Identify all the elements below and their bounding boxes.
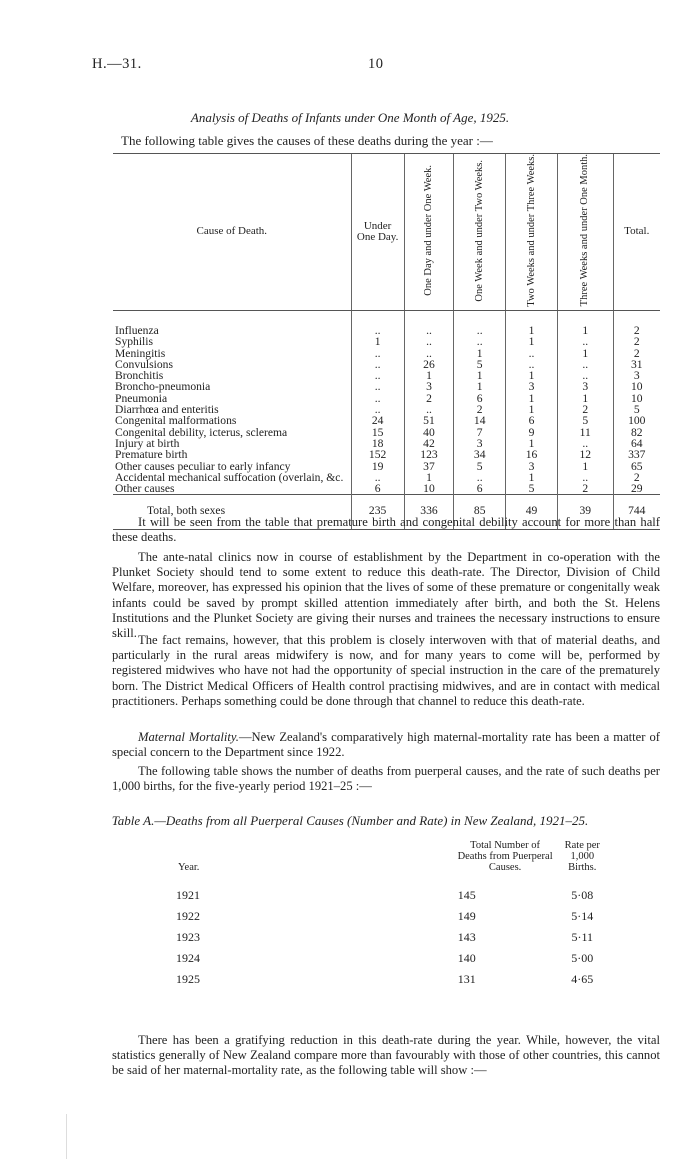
puerperal-deaths-table bbox=[170, 839, 610, 990]
value-cell: 10 bbox=[613, 381, 660, 392]
value-cell: 1 bbox=[351, 336, 404, 347]
cause-cell: Convulsions bbox=[115, 357, 173, 371]
value-cell: 6 bbox=[454, 483, 506, 495]
value-cell: .. bbox=[351, 381, 404, 392]
rate-cell: 4·65 bbox=[571, 972, 594, 986]
value-cell: .. bbox=[454, 336, 506, 347]
table-header-row bbox=[113, 154, 660, 311]
value-cell: 10 bbox=[613, 393, 660, 404]
value-cell: 3 bbox=[613, 370, 660, 381]
margin-rule bbox=[66, 1114, 67, 1159]
value-cell: 10 bbox=[404, 483, 454, 495]
value-cell: .. bbox=[557, 336, 613, 347]
value-cell: 14 bbox=[454, 415, 506, 426]
value-cell: 100 bbox=[613, 415, 660, 426]
value-cell: 29 bbox=[613, 483, 660, 495]
value-cell: 34 bbox=[454, 449, 506, 460]
table-row bbox=[113, 348, 660, 359]
table-row bbox=[170, 969, 610, 990]
value-cell: 1 bbox=[557, 348, 613, 359]
cause-cell: Bronchitis bbox=[115, 369, 164, 383]
value-cell: .. bbox=[454, 311, 506, 337]
value-cell: 6 bbox=[351, 483, 404, 495]
value-cell: 2 bbox=[613, 472, 660, 483]
cause-cell: Other causes bbox=[115, 482, 175, 496]
value-cell: 6 bbox=[454, 393, 506, 404]
value-cell: 5 bbox=[613, 404, 660, 415]
paragraph: The following table shows the number of deaths from puerperal causes, and the rate of such deaths per 1,000 births, for the five-yearly period 1921–25 :— bbox=[112, 764, 660, 794]
table2-body bbox=[170, 885, 610, 990]
table2-title: Table A.—Deaths from all Puerperal Causes (Number and Rate) in New Zealand, 1921–25. bbox=[111, 813, 589, 828]
value-cell: 18 bbox=[351, 438, 404, 449]
table-row bbox=[170, 906, 610, 927]
value-cell: 2 bbox=[613, 311, 660, 337]
cause-cell: Premature birth bbox=[115, 448, 188, 462]
table-row bbox=[113, 483, 660, 495]
paragraph: The fact remains, however, that this problem is closely interwoven with that of material deaths, and particularly in the rural areas midwifery is now, and for many years to come will be, performed by registered midwives who have not had the opportunity of special instruction in the care of the prematurely born. The District Medical Officers of Health control practising midwives, and are in contact with medical practitioners. Perhaps something could be done through that channel to reduce this death-rate. bbox=[112, 633, 660, 708]
value-cell: 2 bbox=[613, 336, 660, 347]
total-cell: 85 bbox=[454, 495, 506, 529]
value-cell: 1 bbox=[506, 336, 558, 347]
value-cell: 26 bbox=[404, 359, 454, 370]
table-row bbox=[113, 336, 660, 347]
table-row bbox=[113, 381, 660, 392]
value-cell: 16 bbox=[506, 449, 558, 460]
total-cell: 336 bbox=[404, 495, 454, 529]
deaths-cell: 149 bbox=[457, 909, 476, 923]
value-cell: 123 bbox=[404, 449, 454, 460]
col-header-three-weeks-month: Three Weeks and under One Month. bbox=[557, 154, 613, 311]
col-header-two-three-weeks: Two Weeks and under Three Weeks. bbox=[506, 154, 558, 311]
value-cell: 337 bbox=[613, 449, 660, 460]
value-cell: 65 bbox=[613, 461, 660, 472]
value-cell: .. bbox=[404, 404, 454, 415]
paragraph: The ante-natal clinics now in course of establishment by the Department in co-operation with the Plunket Society should tend to some extent to reduce this death-rate. The Director, Division of Child Welfare, moreover, has expressed his opinion that the lives of some of these premature or congenitally weak infants could be saved by prompt skilled attention immediately after birth, and both the St. Helens Institutions and the Plunket Society are giving their nurses and trainees the necessary instructions to ensure skill. bbox=[112, 550, 660, 641]
rate-cell: 5·08 bbox=[571, 888, 594, 902]
value-cell: 40 bbox=[404, 427, 454, 438]
value-cell: 5 bbox=[454, 359, 506, 370]
value-cell: 1 bbox=[404, 370, 454, 381]
value-cell: 152 bbox=[351, 449, 404, 460]
year-cell: 1922 bbox=[176, 909, 200, 923]
value-cell: 1 bbox=[557, 461, 613, 472]
cause-cell: Pneumonia bbox=[115, 391, 168, 405]
value-cell: 6 bbox=[506, 415, 558, 426]
year-cell: 1921 bbox=[176, 888, 200, 902]
value-cell: .. bbox=[351, 348, 404, 359]
value-cell: 51 bbox=[404, 415, 454, 426]
year-cell: 1924 bbox=[176, 951, 200, 965]
maternal-mortality-paragraph: Maternal Mortality.—New Zealand's comparatively high maternal-mortality rate has been a matter of special concern to the Department since 1922. bbox=[112, 730, 660, 760]
value-cell: 2 bbox=[557, 404, 613, 415]
cause-cell: Broncho-pneumonia bbox=[115, 380, 211, 394]
year-cell: 1923 bbox=[176, 930, 200, 944]
table-row bbox=[113, 472, 660, 483]
value-cell: .. bbox=[557, 359, 613, 370]
value-cell: 5 bbox=[454, 461, 506, 472]
value-cell: .. bbox=[557, 370, 613, 381]
value-cell: 37 bbox=[404, 461, 454, 472]
cause-cell: Congenital malformations bbox=[115, 414, 237, 428]
table-row bbox=[170, 927, 610, 948]
value-cell: 1 bbox=[454, 381, 506, 392]
value-cell: 2 bbox=[404, 393, 454, 404]
total-cell: 39 bbox=[557, 495, 613, 529]
paragraph: There has been a gratifying reduction in this death-rate during the year. While, however, the vital statistics generally of New Zealand compare more than favourably with those of other countries, this cannot be said of her maternal-mortality rate, as the following table will show :— bbox=[112, 1033, 660, 1078]
table-row bbox=[170, 885, 610, 906]
table-row bbox=[113, 449, 660, 460]
value-cell: 3 bbox=[454, 438, 506, 449]
table-row bbox=[113, 438, 660, 449]
value-cell: .. bbox=[557, 438, 613, 449]
value-cell: 2 bbox=[557, 483, 613, 495]
value-cell: 3 bbox=[557, 381, 613, 392]
total-cell: 744 bbox=[613, 495, 660, 529]
value-cell: 1 bbox=[557, 311, 613, 337]
value-cell: 1 bbox=[506, 404, 558, 415]
cause-cell: Meningitis bbox=[115, 346, 166, 360]
cause-cell: Injury at birth bbox=[115, 436, 180, 450]
value-cell: 2 bbox=[454, 404, 506, 415]
table1-body bbox=[113, 311, 660, 530]
value-cell: .. bbox=[351, 404, 404, 415]
value-cell: .. bbox=[454, 472, 506, 483]
col-header-under-one-day: Under One Day. bbox=[351, 154, 404, 311]
value-cell: .. bbox=[506, 348, 558, 359]
value-cell: 1 bbox=[506, 311, 558, 337]
value-cell: .. bbox=[351, 393, 404, 404]
value-cell: .. bbox=[351, 370, 404, 381]
value-cell: 5 bbox=[557, 415, 613, 426]
value-cell: 2 bbox=[613, 348, 660, 359]
value-cell: 82 bbox=[613, 427, 660, 438]
table-row bbox=[113, 415, 660, 426]
cause-cell: Accidental mechanical suffocation (overlain, &c. bbox=[115, 470, 344, 484]
deaths-cell: 140 bbox=[457, 951, 476, 965]
value-cell: 1 bbox=[557, 393, 613, 404]
maternal-mortality-heading: Maternal Mortality. bbox=[138, 730, 239, 744]
col-header-rate: Rate per 1,000 Births. bbox=[564, 840, 600, 873]
table-row bbox=[170, 948, 610, 969]
total-label: Total, both sexes bbox=[113, 495, 351, 529]
value-cell: .. bbox=[557, 472, 613, 483]
col-header-cause: Cause of Death. bbox=[113, 154, 351, 311]
cause-cell: Congenital debility, icterus, sclerema bbox=[115, 425, 288, 439]
value-cell: .. bbox=[351, 472, 404, 483]
value-cell: 15 bbox=[351, 427, 404, 438]
year-cell: 1925 bbox=[176, 972, 200, 986]
rate-cell: 5·00 bbox=[571, 951, 594, 965]
table-row bbox=[113, 359, 660, 370]
total-cell: 235 bbox=[351, 495, 404, 529]
value-cell: 1 bbox=[506, 438, 558, 449]
table-row bbox=[113, 311, 660, 337]
value-cell: 3 bbox=[404, 381, 454, 392]
value-cell: 3 bbox=[506, 381, 558, 392]
rate-cell: 5·11 bbox=[571, 930, 594, 944]
table1-title: Analysis of Deaths of Infants under One Month of Age, 1925. bbox=[190, 110, 510, 125]
value-cell: 19 bbox=[351, 461, 404, 472]
value-cell: .. bbox=[404, 348, 454, 359]
value-cell: 12 bbox=[557, 449, 613, 460]
col-header-total: Total. bbox=[613, 154, 660, 311]
value-cell: .. bbox=[351, 311, 404, 337]
value-cell: .. bbox=[351, 359, 404, 370]
col-header-one-two-weeks: One Week and under Two Weeks. bbox=[454, 154, 506, 311]
value-cell: 1 bbox=[506, 393, 558, 404]
cause-cell: Other causes peculiar to early infancy bbox=[115, 459, 291, 473]
value-cell: 5 bbox=[506, 483, 558, 495]
value-cell: 31 bbox=[613, 359, 660, 370]
value-cell: 24 bbox=[351, 415, 404, 426]
col-header-one-day-one-week: One Day and under One Week. bbox=[404, 154, 454, 311]
value-cell: 11 bbox=[557, 427, 613, 438]
deaths-cell: 143 bbox=[457, 930, 476, 944]
value-cell: 1 bbox=[506, 472, 558, 483]
value-cell: 1 bbox=[454, 370, 506, 381]
cause-cell: Syphilis bbox=[115, 335, 154, 349]
value-cell: 42 bbox=[404, 438, 454, 449]
col-header-deaths: Total Number of Deaths from Puerperal Causes. bbox=[457, 840, 553, 873]
table-row bbox=[113, 427, 660, 438]
value-cell: 1 bbox=[404, 472, 454, 483]
value-cell: .. bbox=[404, 336, 454, 347]
col-header-year: Year. bbox=[178, 862, 200, 873]
table1-intro: The following table gives the causes of these deaths during the year :— bbox=[121, 133, 493, 148]
total-cell: 49 bbox=[506, 495, 558, 529]
value-cell: 64 bbox=[613, 438, 660, 449]
rate-cell: 5·14 bbox=[571, 909, 594, 923]
report-reference: H.—31. bbox=[92, 56, 142, 72]
value-cell: 3 bbox=[506, 461, 558, 472]
table-header-row bbox=[170, 839, 610, 885]
value-cell: 7 bbox=[454, 427, 506, 438]
value-cell: 1 bbox=[454, 348, 506, 359]
value-cell: 9 bbox=[506, 427, 558, 438]
cause-cell: Diarrhœa and enteritis bbox=[115, 403, 219, 417]
infant-deaths-table bbox=[113, 153, 660, 530]
page-number: 10 bbox=[368, 56, 384, 72]
deaths-cell: 131 bbox=[457, 972, 476, 986]
deaths-cell: 145 bbox=[457, 888, 476, 902]
value-cell: .. bbox=[404, 311, 454, 337]
cause-cell: Influenza bbox=[115, 324, 159, 337]
value-cell: 1 bbox=[506, 370, 558, 381]
paragraph: It will be seen from the table that premature birth and congenital debility account for more than half these deaths. bbox=[112, 515, 660, 545]
value-cell: .. bbox=[506, 359, 558, 370]
